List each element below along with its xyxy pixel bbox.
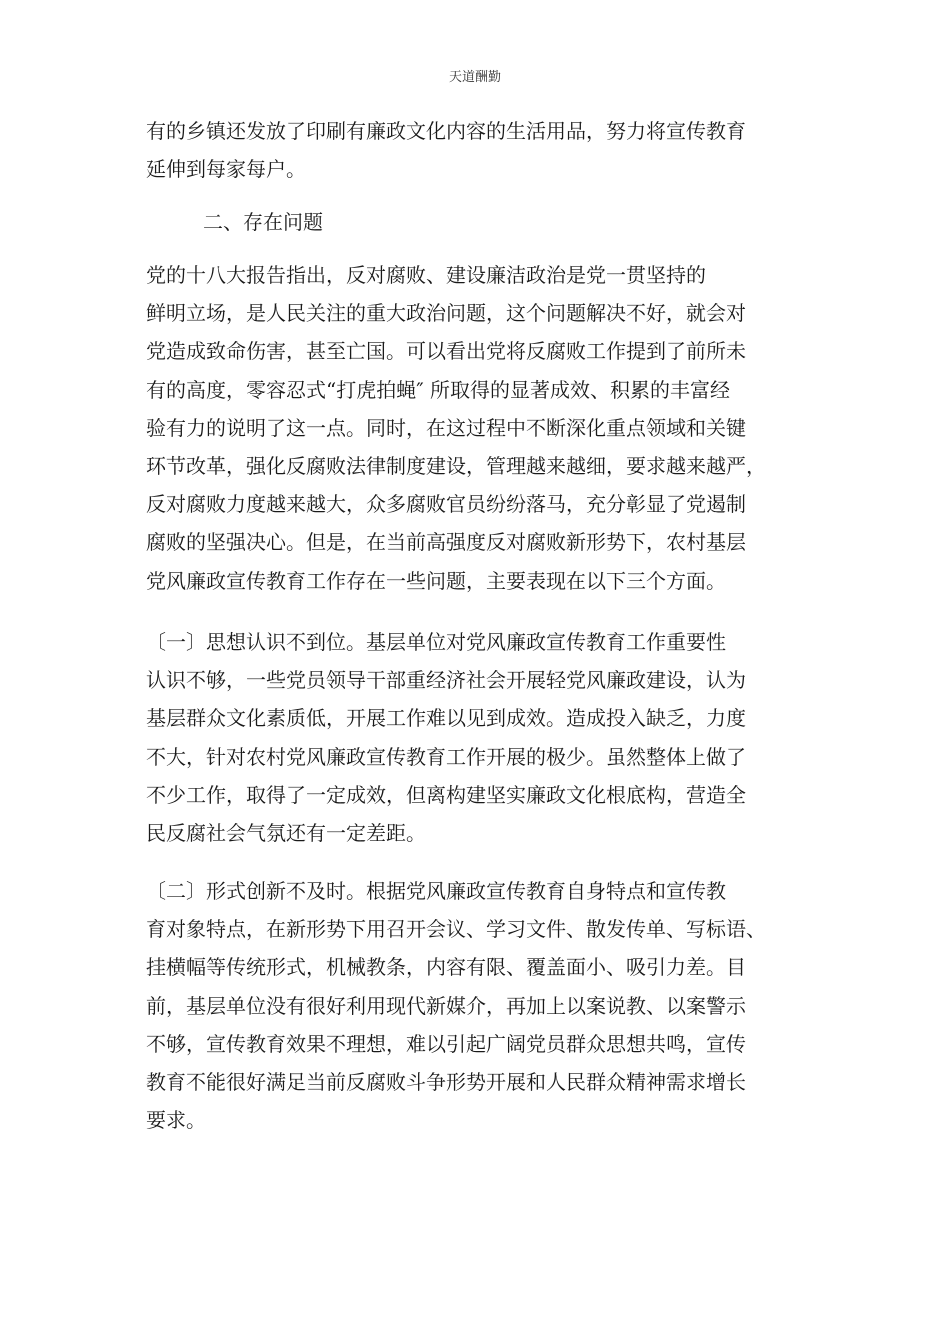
text-line: 腐败的坚强决心。但是，在当前高强度反对腐败新形势下，农村基层 xyxy=(146,530,746,555)
intro-paragraph xyxy=(146,256,806,600)
text-line: 党的十八大报告指出，反对腐败、建设廉洁政治是党一贯坚持的 xyxy=(146,263,706,287)
section-heading xyxy=(203,203,863,241)
text-line: 育对象特点，在新形势下用召开会议、学习文件、散发传单、写标语、 xyxy=(146,917,766,942)
text-line: 要求。 xyxy=(146,1108,206,1133)
text-line: 〔一〕思想认识不到位。基层单位对党风廉政宣传教育工作重要性 xyxy=(146,630,726,654)
text-line: 延伸到每家每户。 xyxy=(146,157,306,182)
text-line: 反对腐败力度越来越大，众多腐败官员纷纷落马，充分彰显了党遏制 xyxy=(146,492,746,517)
text-line: 有的高度，零容忍式“打虎拍蝇″ 所取得的显著成效、积累的丰富经 xyxy=(146,377,731,402)
text-line: 党风廉政宣传教育工作存在一些问题，主要表现在以下三个方面。 xyxy=(146,568,726,593)
text-line: 党造成致命伤害，甚至亡国。可以看出党将反腐败工作提到了前所未 xyxy=(146,339,746,364)
running-header: 天道酬勤 xyxy=(448,70,501,85)
text-line: 验有力的说明了这一点。同时，在这过程中不断深化重点领域和关键 xyxy=(146,415,746,440)
text-line: 有的乡镇还发放了印刷有廉政文化内容的生活用品，努力将宣传教育 xyxy=(146,119,746,143)
text-line: 认识不够，一些党员领导干部重经济社会开展轻党风廉政建设，认为 xyxy=(146,668,746,693)
point-two-paragraph xyxy=(146,872,806,1139)
text-line: 不少工作，取得了一定成效，但离构建坚实廉政文化根底构，营造全 xyxy=(146,782,746,807)
text-line: 基层群众文化素质低，开展工作难以见到成效。造成投入缺乏，力度 xyxy=(146,706,746,731)
text-line: 挂横幅等传统形式，机械教条，内容有限、覆盖面小、吸引力差。目 xyxy=(146,955,746,980)
text-line: 民反腐社会气氛还有一定差距。 xyxy=(146,820,426,845)
text-line: 不够，宣传教育效果不理想，难以引起广阔党员群众思想共鸣，宣传 xyxy=(146,1031,746,1056)
continuation-paragraph xyxy=(146,112,806,188)
text-line: 环节改革，强化反腐败法律制度建设，管理越来越细，要求越来越严， xyxy=(146,453,766,478)
section-heading-text: 二、存在问题 xyxy=(203,210,323,234)
text-line: 前，基层单位没有很好利用现代新媒介，再加上以案说教、以案警示 xyxy=(146,993,746,1018)
text-line: 〔二〕形式创新不及时。根据党风廉政宣传教育自身特点和宣传教 xyxy=(146,879,726,903)
point-one-paragraph xyxy=(146,623,806,852)
text-line: 不大，针对农村党风廉政宣传教育工作开展的极少。虽然整体上做了 xyxy=(146,744,746,769)
text-line: 鲜明立场，是人民关注的重大政治问题，这个问题解决不好，就会对 xyxy=(146,301,746,326)
text-line: 教育不能很好满足当前反腐败斗争形势开展和人民群众精神需求增长 xyxy=(146,1069,746,1094)
